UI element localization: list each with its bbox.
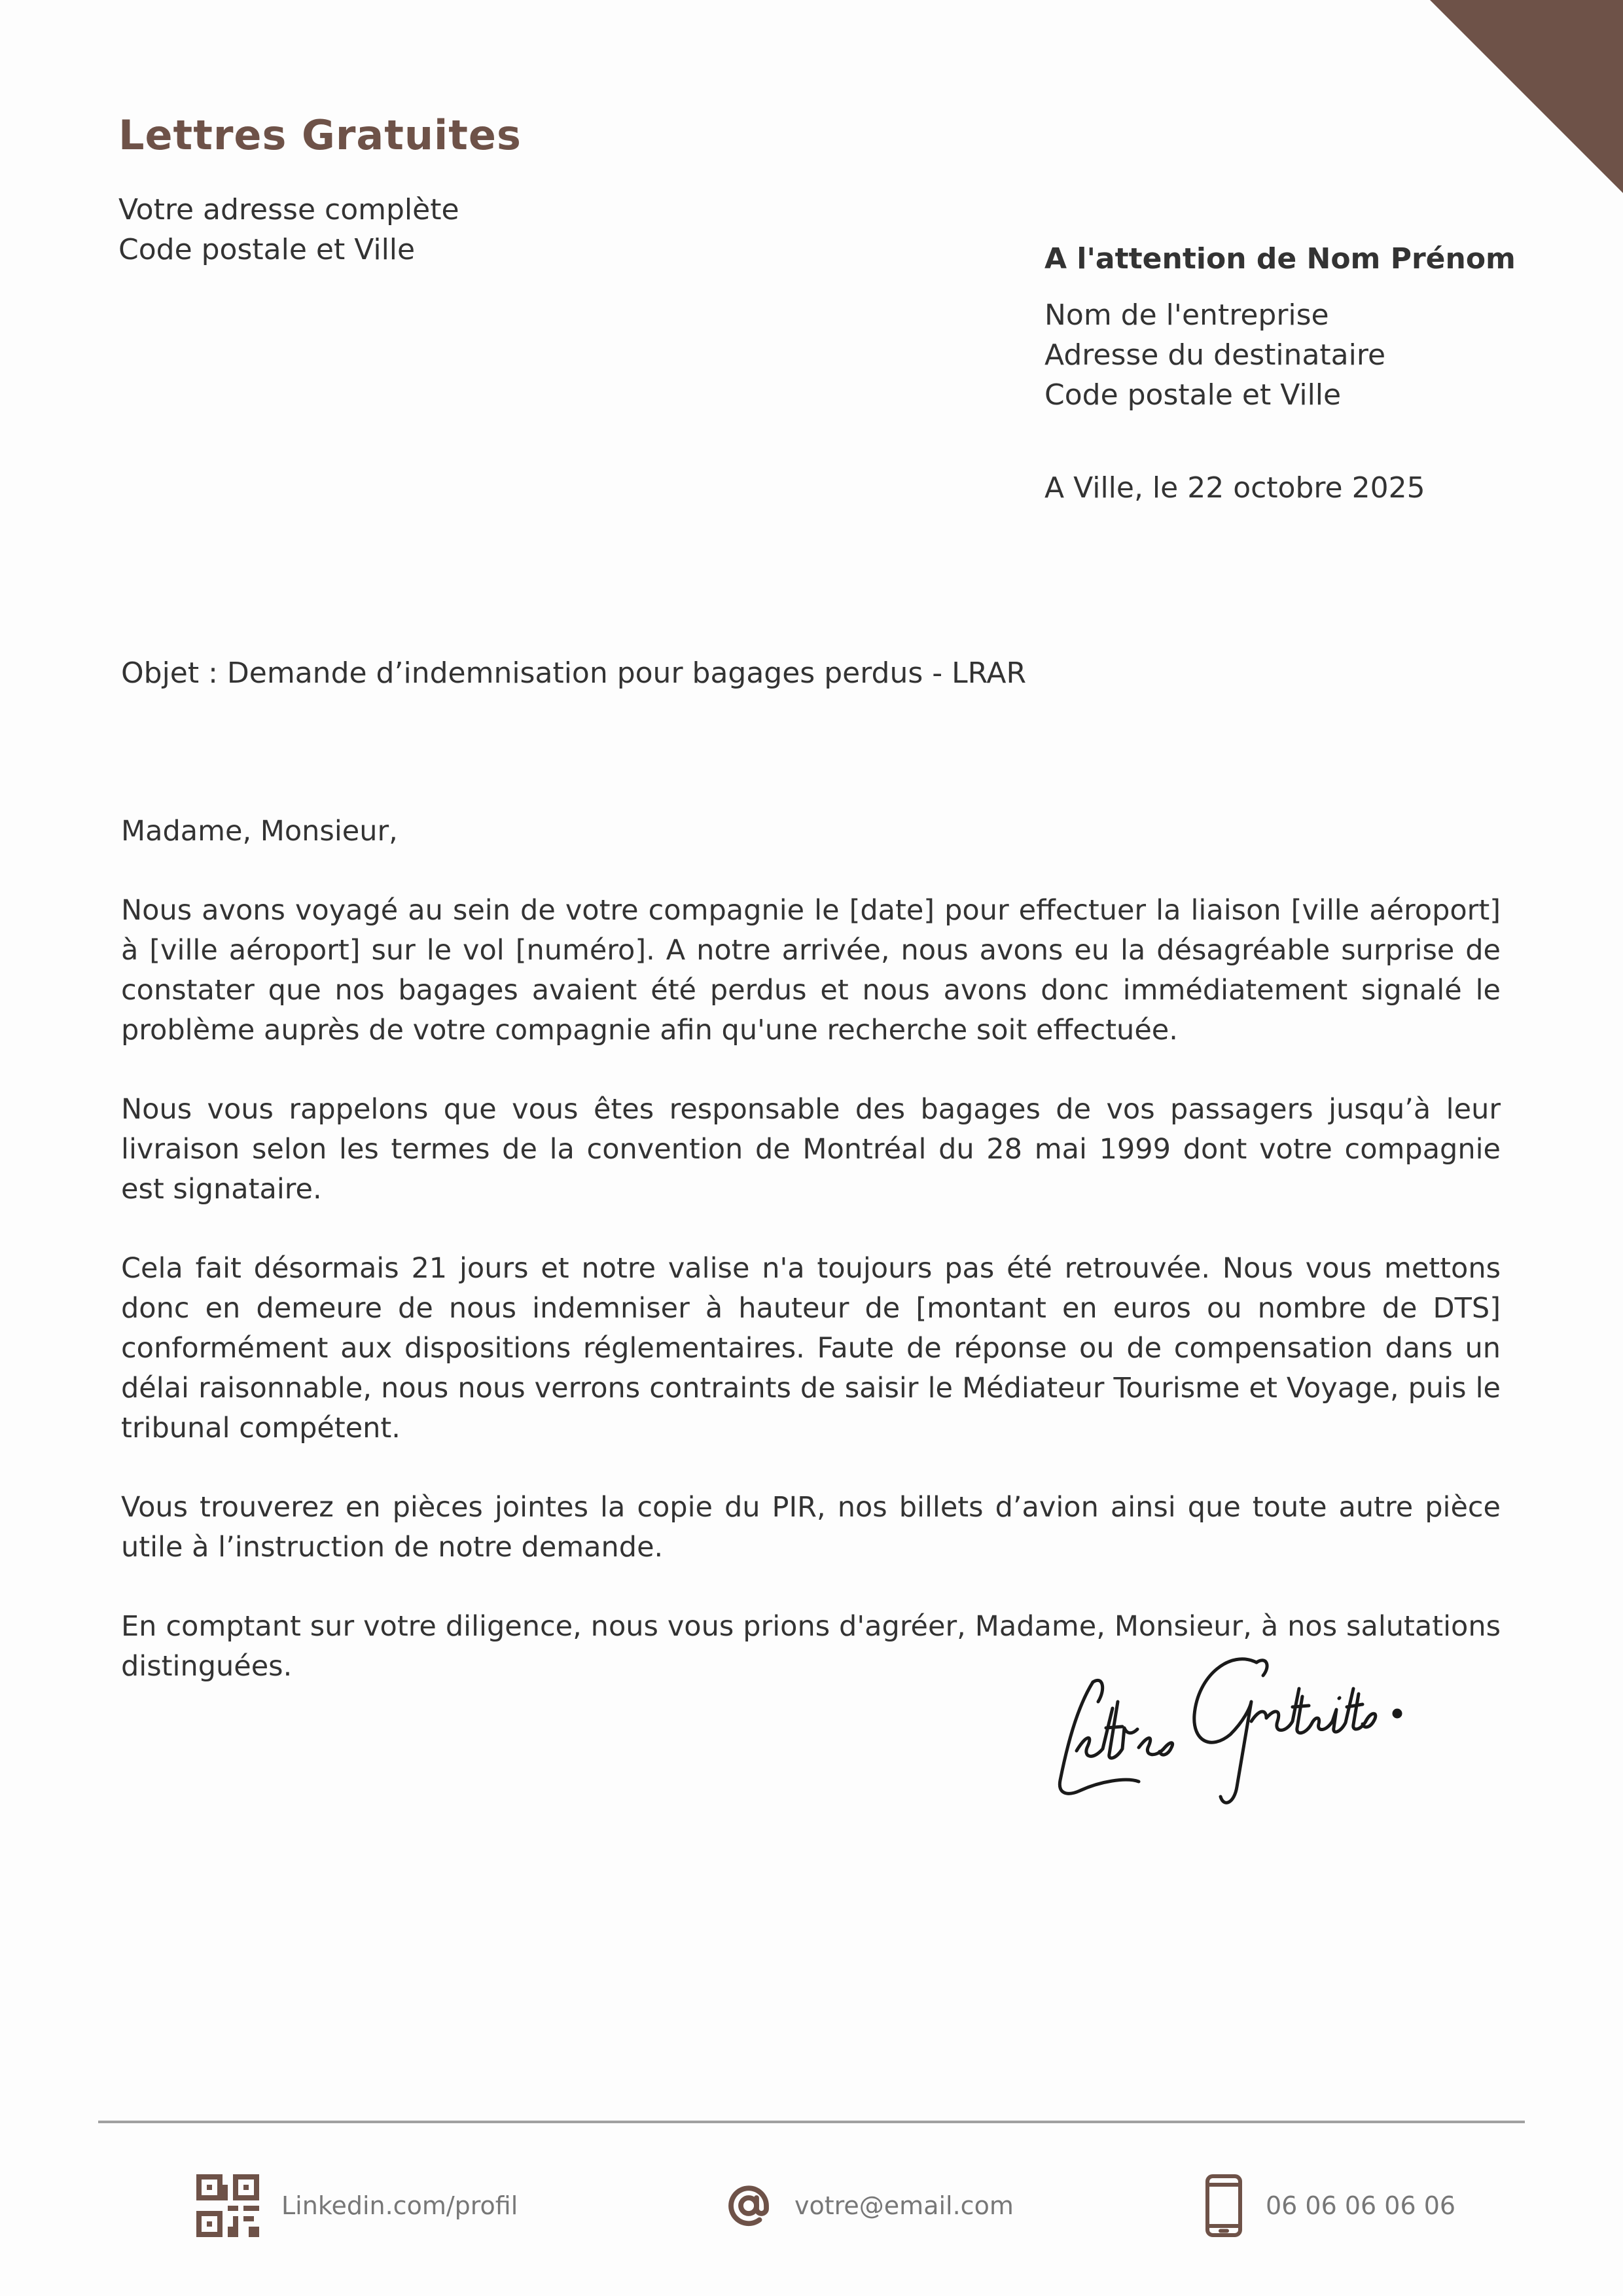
recipient-address: Adresse du destinataire (1044, 338, 1386, 372)
sender-address (118, 190, 459, 270)
footer-divider (98, 2121, 1525, 2123)
body-paragraph: Nous avons voyagé au sein de votre compagnie le [date] pour effectuer la liaison [ville aéroport] à [ville aéroport] sur le vol [numéro]. A notre arrivée, nous avons eu la désagréable surprise de constater que nos bagages avaient été perdus et nous avons donc immédiatement signalé le problème auprès de votre compagnie afin qu'une recherche soit effectuée. (121, 894, 1501, 1047)
footer-phone[interactable] (1204, 2173, 1455, 2238)
recipient-attention: A l'attention de Nom Prénom (1044, 242, 1516, 276)
body-paragraph: Vous trouverez en pièces jointes la copie du PIR, nos billets d’avion ainsi que toute autre pièce utile à l’instruction de notre demande. (121, 1491, 1501, 1564)
email-link[interactable]: votre@email.com (794, 2191, 1014, 2220)
body-paragraph: Cela fait désormais 21 jours et notre valise n'a toujours pas été retrouvée. Nous vous mettons donc en demeure de nous indemniser à hauteur de [montant en euros ou nombre de DTS] conformément aux dispositions réglementaires. Faute de réponse ou de compensation dans un délai raisonnable, nous nous verrons contraints de saisir le Médiateur Tourisme et Voyage, puis le tribunal compétent. (121, 1252, 1501, 1444)
body-paragraph: Nous vous rappelons que vous êtes responsable des bagages de vos passagers jusqu’à leur livraison selon les termes de la convention de Montréal du 28 mai 1999 dont votre compagnie est signataire. (121, 1093, 1501, 1206)
letter-body (121, 812, 1501, 1726)
closing-paragraph: En comptant sur votre diligence, nous vous prions d'agréer, Madame, Monsieur, à nos salutations distinguées. (121, 1610, 1501, 1683)
linkedin-link[interactable]: Linkedin.com/profil (281, 2191, 518, 2220)
corner-decoration (1430, 0, 1623, 193)
recipient-company: Nom de l'entreprise (1044, 298, 1329, 332)
phone-number[interactable]: 06 06 06 06 06 (1266, 2191, 1456, 2220)
footer-email[interactable] (725, 2173, 1014, 2238)
qr-code-icon (196, 2174, 259, 2237)
recipient-city: Code postale et Ville (1044, 378, 1342, 412)
handwritten-signature (1041, 1636, 1420, 1816)
smartphone-icon (1204, 2173, 1243, 2238)
sender-address-line: Votre adresse complète (118, 193, 459, 226)
date-line: A Ville, le 22 octobre 2025 (1044, 471, 1425, 505)
subject-line: Objet : Demande d’indemnisation pour bagages perdus - LRAR (121, 656, 1027, 690)
sender-city-line: Code postale et Ville (118, 233, 416, 266)
salutation: Madame, Monsieur, (121, 815, 398, 848)
sender-name: Lettres Gratuites (118, 111, 522, 159)
footer-linkedin[interactable] (196, 2173, 518, 2238)
recipient-block (1044, 239, 1516, 415)
at-sign-icon (725, 2182, 772, 2229)
